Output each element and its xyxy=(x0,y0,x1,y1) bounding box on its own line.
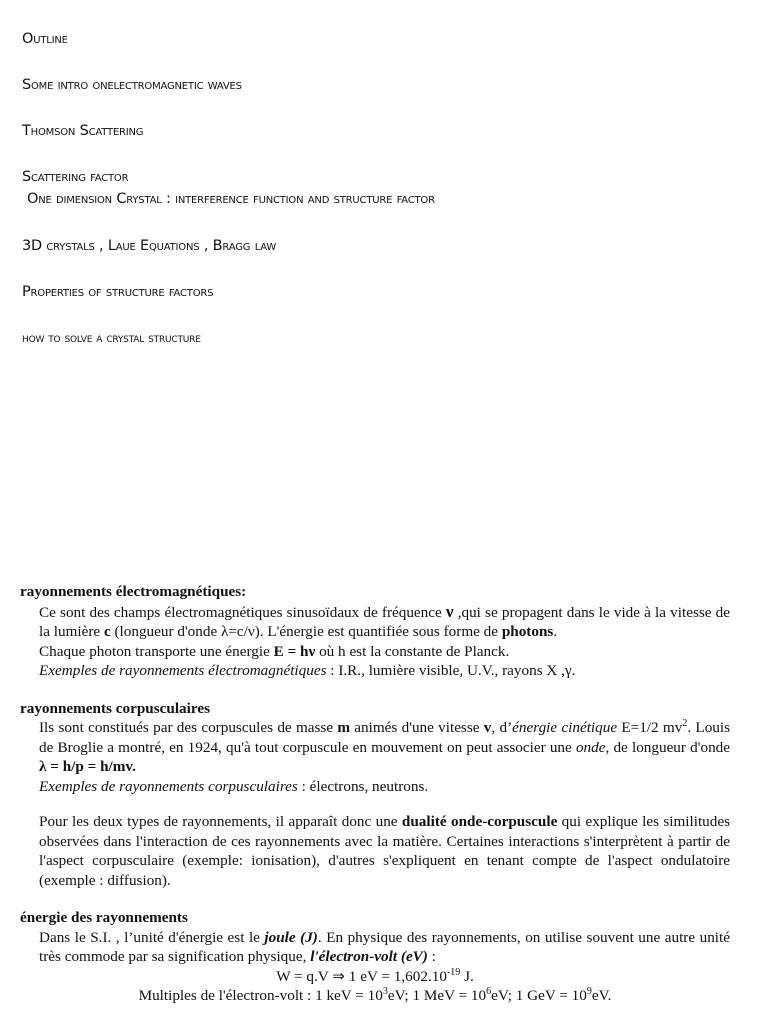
paragraph-duality: Pour les deux types de rayonnements, il apparaît donc une dualité onde-corpuscule qui explique les similitudes observées dans l'interaction de ces rayonnements avec la matière. Certaines interactions s'interprètent à partir de l'aspect corpusculaire (exemple: ionisation), d'autres s'expliquent en tenant compte de l'aspect ondulatoire (exemple : diffusion). xyxy=(39,813,731,889)
outline-item-intro: Some intro onelectromagnetic waves xyxy=(22,77,242,93)
document-body xyxy=(20,582,730,1006)
outline-item-solve: how to solve a crystal structure xyxy=(22,330,201,346)
outline-item-scattering-factor: Scattering factor xyxy=(22,169,129,185)
outline-title: Outline xyxy=(22,31,68,47)
paragraph-corp-examples: Exemples de rayonnements corpusculaires : électrons, neutrons. xyxy=(39,777,429,795)
section-title-energy: énergie des rayonnements xyxy=(20,909,188,926)
equation-electron-volt: W = q.V ⇒ 1 eV = $1,602.10^{-19}$ J. xyxy=(276,966,474,985)
equation-multiples: Multiples de l'électron-volt : 1 keV = $10^3eV$; 1 MeV = $10^6eV$; 1 GeV = $10^9eV$. xyxy=(138,985,612,1004)
paragraph-em-examples: Exemples de rayonnements électromagnétiques : I.R., lumière visible, U.V., rayons X ,γ. xyxy=(39,662,576,679)
paragraph-energy-units: Dans le S.I. , l’unité d'énergie est le joule (J). En physique des rayonnements, on utilise souvent une autre unité très commode par sa signification physique, l'électron-volt (eV) : xyxy=(39,928,730,965)
section-title-em: rayonnements électromagnétiques: xyxy=(20,583,247,600)
paragraph-corp-definition: Ils sont constitués par des corpuscules de masse m animés d'une vitesse v, d’énergie cinétique E=1/2 $mv^2$. Louis de Broglie a montré, en 1924, qu'à tout corpuscule en mouvement on peut associer une onde, de longueur d'onde λ = h/p = h/mv. xyxy=(39,717,731,775)
outline-item-thomson: Thomson Scattering xyxy=(22,123,144,139)
outline-item-properties: Properties of structure factors xyxy=(22,284,214,300)
outline-item-one-dimension: One dimension Crystal : interference function and structure factor xyxy=(27,191,435,207)
paragraph-em-definition: Ce sont des champs électromagnétiques sinusoïdaux de fréquence ν ,qui se propagent dans le vide à la vitesse de la lumière c (longueur d'onde λ=c/ν). L'énergie est quantifiée sous forme de photons. xyxy=(39,601,730,640)
outline-item-3d-crystals: 3D crystals , Laue Equations , Bragg law xyxy=(22,238,277,254)
section-title-corpusculaires: rayonnements corpusculaires xyxy=(20,699,210,717)
paragraph-em-energy: Chaque photon transporte une énergie E = hν où h est la constante de Planck. xyxy=(39,642,510,660)
